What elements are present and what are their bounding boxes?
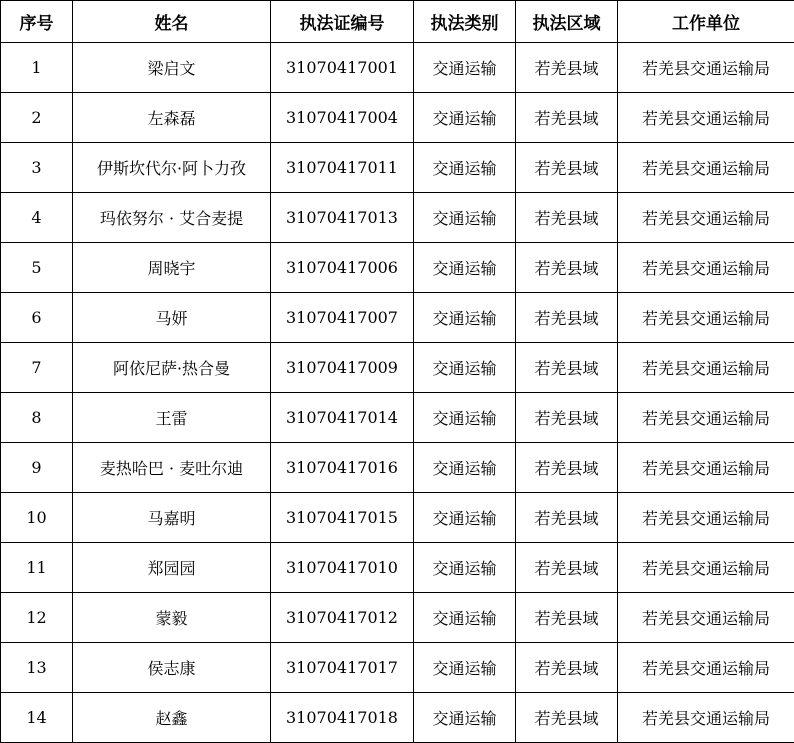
enforcement-category: 交通运输: [414, 193, 516, 243]
cert-number: 31070417015: [271, 493, 414, 543]
cert-number: 31070417018: [271, 693, 414, 743]
table-row: [1, 193, 794, 243]
enforcement-category: 交通运输: [414, 593, 516, 643]
cert-number: 31070417001: [271, 43, 414, 93]
work-unit: 若羌县交通运输局: [618, 393, 794, 443]
row-index: 6: [1, 293, 73, 343]
enforcement-region: 若羌县域: [516, 643, 618, 693]
table-row: [1, 143, 794, 193]
cert-number: 31070417012: [271, 593, 414, 643]
person-name: 侯志康: [73, 643, 271, 693]
cert-number: 31070417016: [271, 443, 414, 493]
work-unit: 若羌县交通运输局: [618, 443, 794, 493]
work-unit: 若羌县交通运输局: [618, 643, 794, 693]
enforcement-region: 若羌县域: [516, 293, 618, 343]
table-row: [1, 293, 794, 343]
work-unit: 若羌县交通运输局: [618, 693, 794, 743]
header-region: 执法区域: [516, 1, 618, 43]
enforcement-category: 交通运输: [414, 643, 516, 693]
person-name: 左森磊: [73, 93, 271, 143]
enforcement-region: 若羌县域: [516, 93, 618, 143]
enforcement-region: 若羌县域: [516, 393, 618, 443]
work-unit: 若羌县交通运输局: [618, 243, 794, 293]
work-unit: 若羌县交通运输局: [618, 143, 794, 193]
row-index: 14: [1, 693, 73, 743]
enforcement-region: 若羌县域: [516, 493, 618, 543]
header-row: [1, 1, 794, 43]
row-index: 4: [1, 193, 73, 243]
person-name: 马妍: [73, 293, 271, 343]
person-name: 伊斯坎代尔·阿卜力孜: [73, 143, 271, 193]
row-index: 3: [1, 143, 73, 193]
enforcement-category: 交通运输: [414, 543, 516, 593]
table-row: [1, 343, 794, 393]
person-name: 王雷: [73, 393, 271, 443]
enforcement-region: 若羌县域: [516, 343, 618, 393]
table-body: [1, 43, 794, 743]
enforcement-region: 若羌县域: [516, 593, 618, 643]
row-index: 10: [1, 493, 73, 543]
enforcement-category: 交通运输: [414, 43, 516, 93]
header-cert-number: 执法证编号: [271, 1, 414, 43]
work-unit: 若羌县交通运输局: [618, 343, 794, 393]
row-index: 13: [1, 643, 73, 693]
enforcement-region: 若羌县域: [516, 243, 618, 293]
table-row: [1, 43, 794, 93]
row-index: 12: [1, 593, 73, 643]
row-index: 2: [1, 93, 73, 143]
row-index: 7: [1, 343, 73, 393]
cert-number: 31070417011: [271, 143, 414, 193]
cert-number: 31070417013: [271, 193, 414, 243]
cert-number: 31070417014: [271, 393, 414, 443]
row-index: 1: [1, 43, 73, 93]
work-unit: 若羌县交通运输局: [618, 93, 794, 143]
cert-number: 31070417017: [271, 643, 414, 693]
header-category: 执法类别: [414, 1, 516, 43]
enforcement-region: 若羌县域: [516, 43, 618, 93]
cert-number: 31070417006: [271, 243, 414, 293]
table-row: [1, 493, 794, 543]
enforcement-category: 交通运输: [414, 393, 516, 443]
table-header: [1, 1, 794, 43]
table-row: [1, 443, 794, 493]
person-name: 玛依努尔 · 艾合麦提: [73, 193, 271, 243]
table-row: [1, 693, 794, 743]
header-work-unit: 工作单位: [618, 1, 794, 43]
person-name: 周晓宇: [73, 243, 271, 293]
enforcement-category: 交通运输: [414, 693, 516, 743]
work-unit: 若羌县交通运输局: [618, 293, 794, 343]
enforcement-region: 若羌县域: [516, 543, 618, 593]
enforcement-category: 交通运输: [414, 243, 516, 293]
person-name: 梁启文: [73, 43, 271, 93]
person-name: 赵鑫: [73, 693, 271, 743]
header-index: 序号: [1, 1, 73, 43]
enforcement-category: 交通运输: [414, 343, 516, 393]
enforcement-region: 若羌县域: [516, 143, 618, 193]
cert-number: 31070417007: [271, 293, 414, 343]
enforcement-category: 交通运输: [414, 293, 516, 343]
cert-number: 31070417010: [271, 543, 414, 593]
work-unit: 若羌县交通运输局: [618, 493, 794, 543]
work-unit: 若羌县交通运输局: [618, 43, 794, 93]
table-row: [1, 393, 794, 443]
row-index: 5: [1, 243, 73, 293]
table-row: [1, 643, 794, 693]
header-name: 姓名: [73, 1, 271, 43]
table-row: [1, 243, 794, 293]
person-name: 郑园园: [73, 543, 271, 593]
work-unit: 若羌县交通运输局: [618, 193, 794, 243]
cert-number: 31070417009: [271, 343, 414, 393]
person-name: 马嘉明: [73, 493, 271, 543]
cert-number: 31070417004: [271, 93, 414, 143]
enforcement-category: 交通运输: [414, 443, 516, 493]
work-unit: 若羌县交通运输局: [618, 543, 794, 593]
enforcement-region: 若羌县域: [516, 443, 618, 493]
person-name: 蒙毅: [73, 593, 271, 643]
row-index: 8: [1, 393, 73, 443]
row-index: 11: [1, 543, 73, 593]
enforcement-category: 交通运输: [414, 143, 516, 193]
table-row: [1, 93, 794, 143]
enforcement-category: 交通运输: [414, 493, 516, 543]
person-name: 阿依尼萨·热合曼: [73, 343, 271, 393]
work-unit: 若羌县交通运输局: [618, 593, 794, 643]
table-row: [1, 593, 794, 643]
enforcement-region: 若羌县域: [516, 693, 618, 743]
table-row: [1, 543, 794, 593]
enforcement-category: 交通运输: [414, 93, 516, 143]
person-name: 麦热哈巴 · 麦吐尔迪: [73, 443, 271, 493]
enforcement-region: 若羌县域: [516, 193, 618, 243]
row-index: 9: [1, 443, 73, 493]
